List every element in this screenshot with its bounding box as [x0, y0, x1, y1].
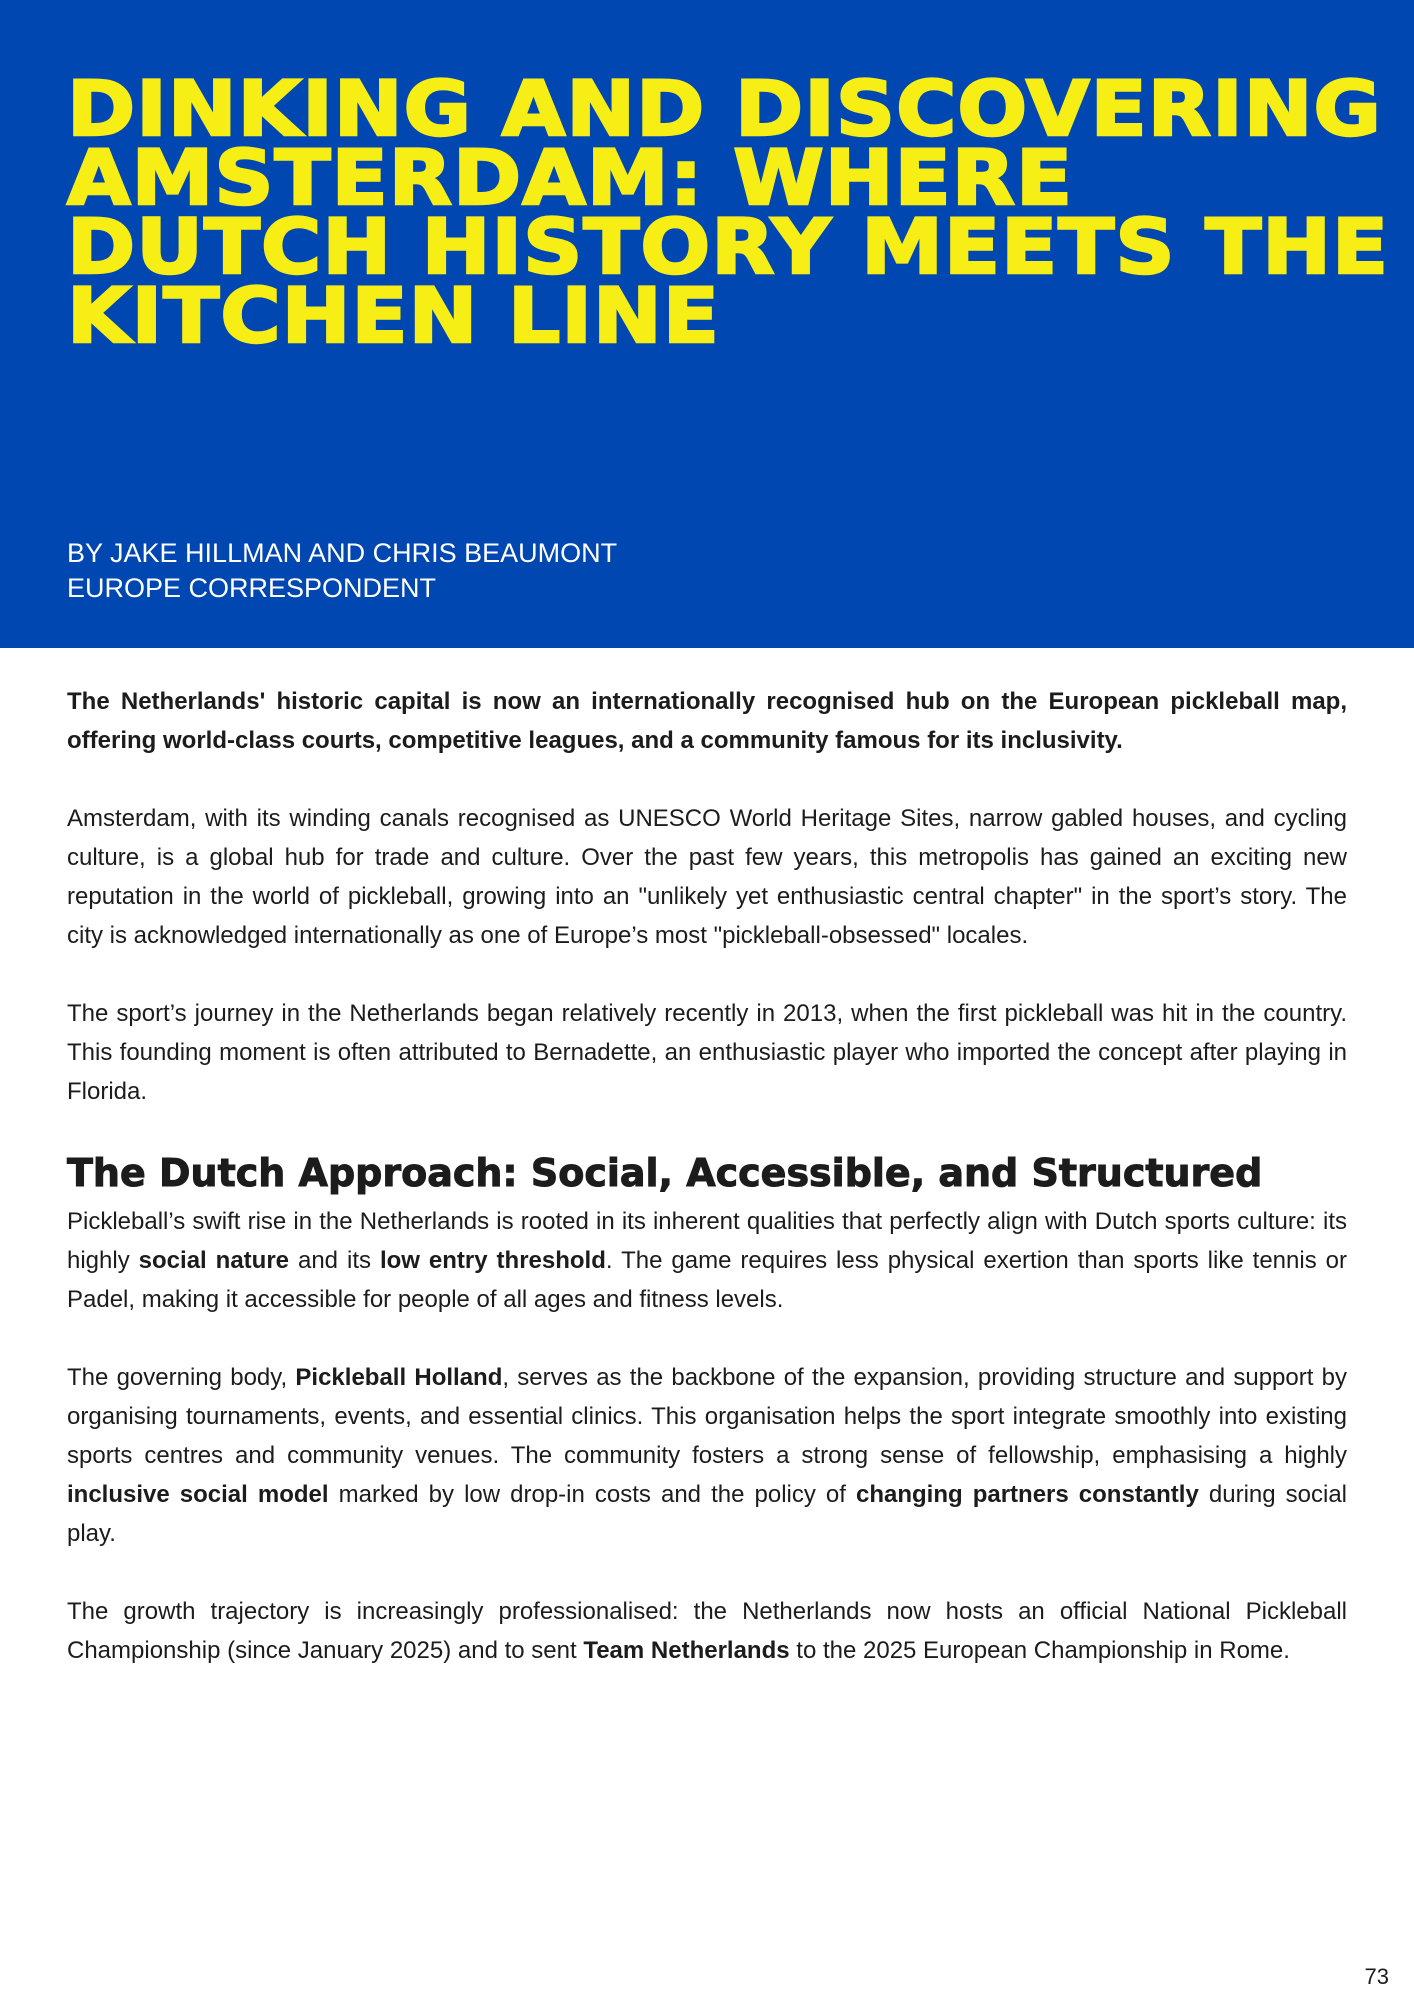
paragraph-2: The sport’s journey in the Netherlands began relatively recently in 2013, when the first pickleball was hit in the country. This founding moment is often attributed to Bernadette, an enthusiastic player who imported the concept after playing in Florida. [67, 1000, 1347, 1105]
text-run: , serves as the backbone of the expansion, providing structure and support by organising tournaments, events, and essential clinics. This organisation helps the sport integrate smoothly into existing sports centres and community venues. The community fosters a strong sense of fellowship, emphasising a highly [67, 1364, 1347, 1469]
text-run: The growth trajectory is increasingly professionalised: the Netherlands now hosts an official National Pickleball Championship (since January 2025) and to sent [67, 1598, 1347, 1664]
text-run: to the 2025 European Championship in Rome. [789, 1637, 1290, 1664]
paragraph-5 [67, 1592, 1347, 1670]
bold-term: low entry threshold [379, 1247, 606, 1274]
paragraph-4 [67, 1358, 1347, 1553]
bold-term: changing partners constantly [855, 1481, 1199, 1508]
text-run: marked by low drop-in costs and the policy of [328, 1481, 856, 1508]
text-run: Pickleball’s swift rise in the Netherlands is rooted in its inherent qualities that perfectly align with Dutch sports culture: its highly [67, 1208, 1347, 1274]
byline-role: EUROPE CORRESPONDENT [67, 573, 437, 603]
paragraph-3 [67, 1202, 1347, 1319]
article-title: DINKING AND DISCOVERING AMSTERDAM: WHERE DUTCH HISTORY MEETS THE KITCHEN LINE [67, 64, 1390, 360]
text-run: during social play. [67, 1481, 1348, 1547]
article-body [67, 682, 1347, 1709]
byline [67, 536, 617, 606]
text-run: The governing body, [67, 1364, 296, 1391]
text-run: . The game requires less physical exertion than sports like tennis or Padel, making it accessible for people of all ages and fitness levels. [67, 1247, 1347, 1313]
page-number: 73 [1364, 1964, 1389, 1989]
bold-term: inclusive social model [67, 1481, 329, 1508]
bold-term: Team Netherlands [583, 1637, 790, 1664]
byline-authors: BY JAKE HILLMAN AND CHRIS BEAUMONT [67, 538, 618, 568]
bold-term: social nature [138, 1247, 290, 1274]
lead-paragraph: The Netherlands' historic capital is now an internationally recognised hub on the European pickleball map, offering world-class courts, competitive leagues, and a community famous for its inclusivity. [67, 688, 1347, 754]
section-heading: The Dutch Approach: Social, Accessible, and Structured [67, 1151, 1263, 1195]
header-banner [0, 0, 1414, 648]
text-run: and its [289, 1247, 380, 1274]
paragraph-1: Amsterdam, with its winding canals recognised as UNESCO World Heritage Sites, narrow gabled houses, and cycling culture, is a global hub for trade and culture. Over the past few years, this metropolis has gained an exciting new reputation in the world of pickleball, growing into an "unlikely yet enthusiastic central chapter" in the sport’s story. The city is acknowledged internationally as one of Europe’s most "pickleball-obsessed" locales. [67, 805, 1347, 949]
bold-term: Pickleball Holland [295, 1364, 503, 1391]
